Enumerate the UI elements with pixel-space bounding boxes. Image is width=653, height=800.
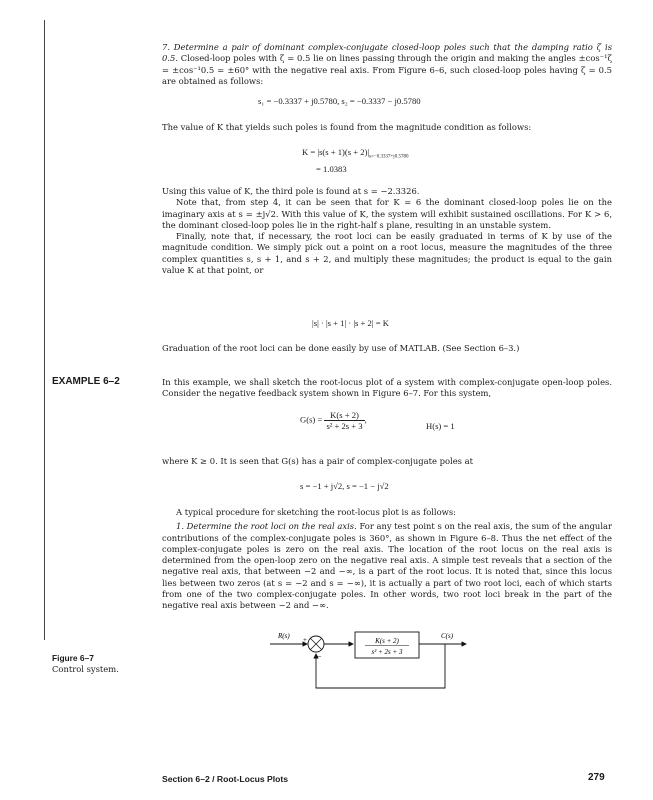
step1-paragraph [162, 521, 612, 611]
block-numerator: K(s + 2) [375, 637, 399, 645]
k-value-intro [162, 122, 612, 133]
procedure-paragraph [162, 507, 612, 612]
block-diagram [270, 626, 470, 726]
plus-sign: + [303, 636, 307, 644]
input-label: R(s) [278, 632, 290, 640]
g-numerator: K(s + 2) [324, 410, 364, 421]
k-equation [302, 147, 408, 160]
figure-caption-text: Control system. [52, 664, 119, 674]
notes-block [162, 186, 612, 276]
step1-heading: 1. Determine the root loci on the real axis. [176, 521, 357, 532]
example-intro [162, 377, 612, 400]
example-label: EXAMPLE 6–2 [52, 376, 120, 387]
k-equation-result: = 1.0383 [316, 164, 347, 174]
k-equation-main: K = |s(s + 1)(s + 2)| [302, 147, 370, 157]
step1-text: For any test point s on the real axis, the sum of the angular contributions of the complex-conjugate poles is 360°, as shown in Figure 6–8. Thus the net effect of the complex-conjugate poles is zero on the real axis. The location of the root locus on the real axis is determined from the open-loop zero on the negative real axis. A simple test reveals that a section of the negative real axis, that between −2 and −∞, is a part of the root locus. It is noted that, since this locus lies between two zeros (at s = −2 and s = −∞), it is actually a part of two root loci, each of which starts from one of the two complex-conjugate poles. In other words, two root loci break in the part of the negative real axis between −2 and −∞. [162, 521, 612, 611]
output-label: C(s) [441, 632, 454, 640]
where-text: where K ≥ 0. It is seen that G(s) has a pair of complex-conjugate poles at [162, 456, 473, 466]
k-value-intro-text: The value of K that yields such poles is found from the magnitude condition as follows: [162, 122, 532, 132]
note2-text: Finally, note that, if necessary, the root loci can be easily graduated in terms of K by use of the magnitude condition. We simply pick out a point on a root locus, measure the magnitudes of the three complex quantities s, s + 1, and s + 2, and multiply these magnitudes; the product is equal to the gain value K at that point, or [162, 231, 612, 276]
example-poles: s = −1 + j√2, s = −1 − j√2 [300, 481, 389, 491]
step7-paragraph [162, 42, 612, 87]
step7-heading: 7. Determine a pair of dominant complex-conjugate closed-loop poles such that the damping ratio ζ is 0.5. [162, 42, 612, 64]
left-margin-rule [44, 20, 45, 640]
example-intro-text: In this example, we shall sketch the root-locus plot of a system with complex-conjugate open-loop poles. Consider the negative feedback system shown in Figure 6–7. For this system, [162, 377, 612, 399]
step7-text: Closed-loop poles with ζ = 0.5 lie on lines passing through the origin and making the angles ±cos⁻¹ζ = ±cos⁻¹0.5 = ±60° with the negative real axis. From Figure 6–6, such closed-loop poles having ζ = 0.5 are obtained as follows: [162, 53, 612, 86]
figure-caption-title: Figure 6–7 [52, 653, 94, 663]
graduation-paragraph [162, 343, 612, 354]
g-fraction [324, 410, 364, 431]
k-equation-sub: s=−0.3337+j0.5780 [369, 154, 409, 160]
third-pole-text: Using this value of K, the third pole is found at s = −2.3326. [162, 186, 420, 196]
note1-text: Note that, from step 4, it can be seen that for K = 6 the dominant closed-loop poles lie on the imaginary axis at s = ±j√2. With this value of K, the system will exhibit sustained oscillations. For K > 6, the dominant closed-loop poles lie in the right-half s plane, resulting in an unstable system. [162, 197, 612, 230]
g-lhs: G(s) = [300, 414, 323, 425]
page-number: 279 [588, 772, 605, 783]
magnitude-equation: |s| · |s + 1| · |s + 2| = K [312, 318, 389, 328]
graduation-text: Graduation of the root loci can be done easily by use of MATLAB. (See Section 6–3.) [162, 343, 520, 353]
h-equation: H(s) = 1 [426, 421, 455, 431]
block-denominator: s² + 2s + 3 [371, 648, 403, 656]
footer-section: Section 6–2 / Root-Locus Plots [162, 774, 289, 784]
g-equation: G(s) = $\frac{K(s + 2)}{\text{s² + 2s + 3}}$ , [300, 410, 367, 431]
g-denominator: s² + 2s + 3 [326, 421, 363, 431]
poles-equation: s₁ = −0.3337 + j0.5780, s₂ = −0.3337 − j0.5780 [258, 96, 421, 106]
minus-sign: − [317, 652, 322, 661]
figure-caption [52, 653, 119, 675]
where-paragraph [162, 456, 612, 467]
procedure-text: A typical procedure for sketching the root-locus plot is as follows: [176, 507, 456, 517]
